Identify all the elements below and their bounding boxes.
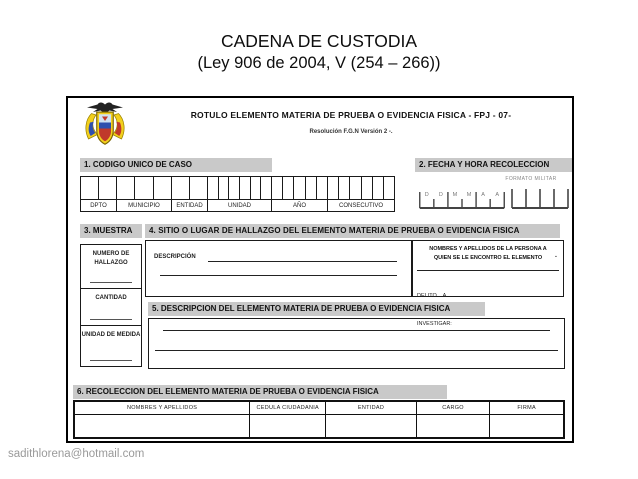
delito-line2: INVESTIGAR:: [417, 320, 452, 327]
code-group: [207, 176, 272, 214]
collection-cell[interactable]: [250, 415, 326, 439]
code-cells: [80, 176, 117, 200]
collection-row: [74, 415, 564, 439]
formato-militar-label: FORMATO MILITAR: [505, 176, 557, 182]
code-group: [327, 176, 395, 214]
write-line[interactable]: [90, 282, 132, 283]
collection-col-header: ENTIDAD: [326, 401, 417, 415]
muestra-field[interactable]: [80, 244, 142, 289]
document-title: [0, 30, 638, 74]
muestra-field[interactable]: [80, 325, 142, 367]
code-group-label: DPTO: [80, 199, 117, 212]
svg-text:M: M: [452, 192, 458, 198]
muestra-fields: [80, 244, 142, 367]
section4-header: 4. SITIO O LUGAR DE HALLAZGO DEL ELEMENTO MATERIA DE PRUEBA O EVIDENCIA FISICA: [145, 224, 560, 238]
code-group: [271, 176, 328, 214]
svg-text:D: D: [438, 192, 443, 198]
code-group-label: AÑO: [271, 199, 328, 212]
code-cell[interactable]: [134, 176, 153, 200]
svg-text:D: D: [424, 192, 429, 198]
code-cell[interactable]: [383, 176, 395, 200]
person-found-box[interactable]: [412, 240, 564, 327]
code-cells: [327, 176, 395, 200]
muestra-field[interactable]: [80, 288, 142, 326]
footer-email: sadithlorena@hotmail.com: [8, 448, 145, 460]
write-line[interactable]: [90, 360, 132, 361]
section3-header: 3. MUESTRA: [80, 224, 142, 238]
svg-text:M: M: [466, 192, 472, 198]
date-field[interactable]: [419, 184, 505, 210]
collection-cell[interactable]: [74, 415, 250, 439]
write-line[interactable]: [208, 261, 397, 262]
collection-col-header: CEDULA CIUDADANIA: [250, 401, 326, 415]
code-cell[interactable]: [80, 176, 99, 200]
code-cell[interactable]: [98, 176, 117, 200]
collection-cell[interactable]: [326, 415, 417, 439]
collection-col-header: FIRMA: [490, 401, 564, 415]
code-cells: [271, 176, 328, 200]
code-group: [171, 176, 208, 214]
title-line2: (Ley 906 de 2004, V (254 – 266)): [197, 54, 441, 72]
code-group: [116, 176, 172, 214]
colombia-coat-of-arms-icon: [82, 100, 128, 154]
muestra-field-label: UNIDAD DE MEDIDA: [81, 332, 141, 338]
custody-form: [66, 96, 574, 443]
code-cells: [116, 176, 172, 200]
code-group: [80, 176, 117, 214]
delito-line1: DELITO A: [417, 292, 447, 299]
person-label-suffix: .: [555, 252, 557, 259]
write-line[interactable]: [155, 350, 558, 351]
collection-table: [73, 400, 565, 439]
write-line[interactable]: [163, 330, 550, 331]
time-field[interactable]: [511, 184, 569, 210]
muestra-field-label: CANTIDAD: [95, 295, 127, 301]
code-group-label: MUNICIPIO: [116, 199, 172, 212]
site-description-box[interactable]: [145, 240, 412, 297]
case-code-grid: [80, 176, 400, 214]
code-cell[interactable]: [153, 176, 172, 200]
evidence-description-box[interactable]: [148, 318, 565, 369]
muestra-field-label: NUMERO DE HALLAZGO: [92, 251, 130, 266]
code-group-label: UNIDAD: [207, 199, 272, 212]
code-cell[interactable]: [189, 176, 208, 200]
collection-col-header: CARGO: [416, 401, 490, 415]
descripcion-label: DESCRIPCIÓN: [154, 254, 196, 260]
write-line[interactable]: [160, 275, 397, 276]
section2-header: 2. FECHA Y HORA RECOLECCION: [415, 158, 572, 172]
svg-text:A: A: [481, 192, 485, 198]
code-group-label: CONSECUTIVO: [327, 199, 395, 212]
collection-col-header: NOMBRES Y APELLIDOS: [74, 401, 250, 415]
collection-cell[interactable]: [490, 415, 564, 439]
collection-cell[interactable]: [416, 415, 490, 439]
section6-header: 6. RECOLECCION DEL ELEMENTO MATERIA DE PRUEBA O EVIDENCIA FISICA: [73, 385, 447, 399]
person-label: NOMBRES Y APELLIDOS DE LA PERSONA A QUIEN SE LE ENCONTRO EL ELEMENTO: [429, 246, 547, 261]
section1-header: 1. CODIGO UNICO DE CASO: [80, 158, 272, 172]
section5-header: 5. DESCRIPCION DEL ELEMENTO MATERIA DE PRUEBA O EVIDENCIA FISICA: [148, 302, 485, 316]
form-subtitle: Resolución F.G.N Versión 2 -.: [309, 129, 393, 135]
code-cells: [171, 176, 208, 200]
write-line[interactable]: [90, 319, 132, 320]
form-title: ROTULO ELEMENTO MATERIA DE PRUEBA O EVIDENCIA FISICA - FPJ - 07-: [190, 110, 512, 120]
code-cell[interactable]: [171, 176, 190, 200]
title-line1: CADENA DE CUSTODIA: [220, 31, 418, 51]
code-cells: [207, 176, 272, 200]
write-line[interactable]: [417, 270, 559, 271]
svg-text:A: A: [495, 192, 500, 198]
code-group-label: ENTIDAD: [171, 199, 208, 212]
code-cell[interactable]: [116, 176, 135, 200]
